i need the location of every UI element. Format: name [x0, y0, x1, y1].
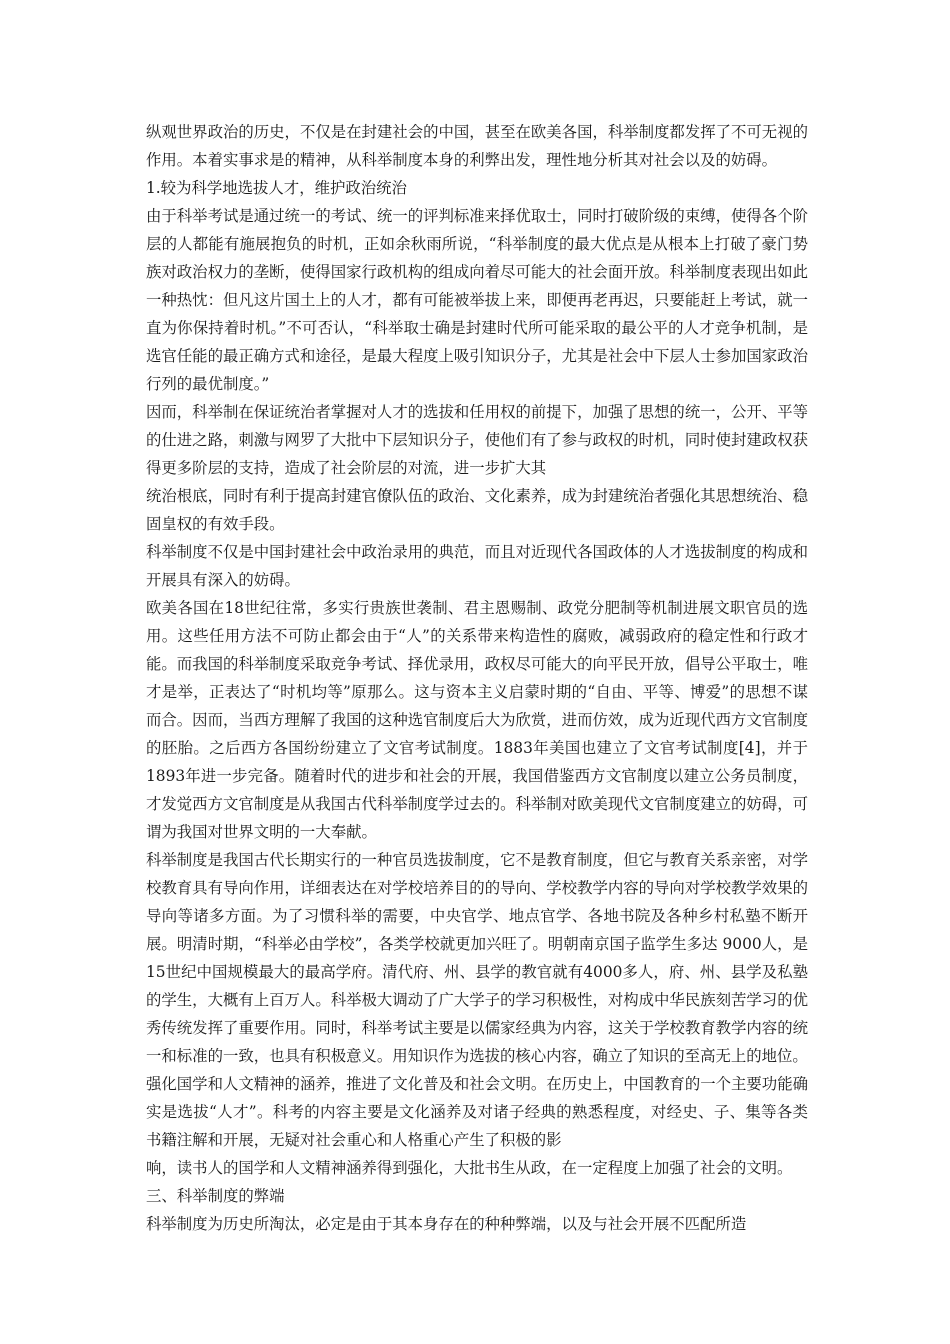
paragraph-culture: 强化国学和人文精神的涵养，推进了文化普及和社会文明。在历史上，中国教育的一个主要功能确实是选拔“人才”。科考的内容主要是文化涵养及对诸子经典的熟悉程度，对经史、子、集等各类书籍注解和开展，无疑对社会重心和人格重心产生了积极的影 — [146, 1075, 808, 1149]
paragraph-western: 欧美各国在18世纪往常，多实行贵族世袭制、君主恩赐制、政党分肥制等机制进展文职官员的选用。这些任用方法不可防止都会由于“人”的关系带来构造性的腐败，减弱政府的稳定性和行政才能。而我国的科举制度采取竞争考试、择优录用，政权尽可能大的向平民开放，倡导公平取士，唯才是举，正表达了“时机均等”原那么。这与资本主义启蒙时期的“自由、平等、博爱”的思想不谋而合。因而，当西方理解了我国的这种选官制度后大为欣赏，进而仿效，成为近现代西方文官制度的胚胎。之后西方各国纷纷建立了文官考试制度。1883年美国也建立了文官考试制度[4]，并于1893年进一步完备。随着时代的进步和社会的开展，我国借鉴西方文官制度以建立公务员制度，才发觉西方文官制度是从我国古代科举制度学过去的。科举制对欧美现代文官制度建立的妨碍，可谓为我国对世界文明的一大奉献。 — [146, 599, 808, 841]
paragraph-intro: 纵观世界政治的历史，不仅是在封建社会的中国，甚至在欧美各国，科举制度都发挥了不可无视的作用。本着实事求是的精神，从科举制度本身的利弊出发，理性地分析其对社会以及的妨碍。 — [146, 123, 808, 169]
paragraph-selection: 由于科举考试是通过统一的考试、统一的评判标准来择优取士，同时打破阶级的束缚，使得各个阶层的人都能有施展抱负的时机，正如余秋雨所说，“科举制度的最大优点是从根本上打破了豪门势族对政治权力的垄断，使得国家行政机构的组成向着尽可能大的社会面开放。科举制度表现出如此一种热忱：但凡这片国土上的人才，都有可能被举拔上来，即便再老再迟，只要能赶上考试，就一直为你保持着时机。”不可否认，“科举取士确是封建时代所可能采取的最公平的人才竞争机制，是选官任能的最正确方式和途径，是最大程度上吸引知识分子，尤其是社会中下层人士参加国家政治行列的最优制度。” — [146, 207, 808, 393]
paragraph-therefore: 因而，科举制在保证统治者掌握对人才的选拔和任用权的前提下，加强了思想的统一，公开、平等的仕进之路，刺激与网罗了大批中下层知识分子，使他们有了参与政权的时机，同时使封建政权获得更多阶层的支持，造成了社会阶层的对流，进一步扩大其 — [146, 403, 808, 477]
paragraph-model: 科举制度不仅是中国封建社会中政治录用的典范，而且对近现代各国政体的人才选拔制度的构成和开展具有深入的妨碍。 — [146, 543, 808, 589]
paragraph-education: 科举制度是我国古代长期实行的一种官员选拔制度，它不是教育制度，但它与教育关系亲密，对学校教育具有导向作用，详细表达在对学校培养目的的导向、学校教学内容的导向对学校教学效果的导向等诸多方面。为了习惯科举的需要，中央官学、地点官学、各地书院及各种乡村私塾不断开展。明清时期，“科举必由学校”，各类学校就更加兴旺了。明朝南京国子监学生多达 9000人，是15世纪中国规模最大的最高学府。清代府、州、县学的教官就有4000多人，府、州、县学及私塾的学生，大概有上百万人。科举极大调动了广大学子的学习积极性，对构成中华民族刻苦学习的优秀传统发挥了重要作用。同时，科举考试主要是以儒家经典为内容，这关于学校教育教学内容的统一和标准的一致，也具有积极意义。用知识作为选拔的核心内容，确立了知识的至高无上的地位。 — [146, 851, 808, 1065]
section-heading-3: 三、科举制度的弊端 — [146, 1187, 285, 1205]
paragraph-drawbacks: 科举制度为历史所淘汰，必定是由于其本身存在的种种弊端，以及与社会开展不匹配所造 — [146, 1215, 747, 1233]
paragraph-culture-cont: 响，读书人的国学和人文精神涵养得到强化，大批书生从政，在一定程度上加强了社会的文明。 — [146, 1159, 793, 1177]
document-page — [146, 118, 808, 1238]
section-heading-1: 1.较为科学地选拔人才，维护政治统治 — [146, 179, 407, 197]
paragraph-continuation: 统治根底，同时有利于提高封建官僚队伍的政治、文化素养，成为封建统治者强化其思想统治、稳固皇权的有效手段。 — [146, 487, 808, 533]
